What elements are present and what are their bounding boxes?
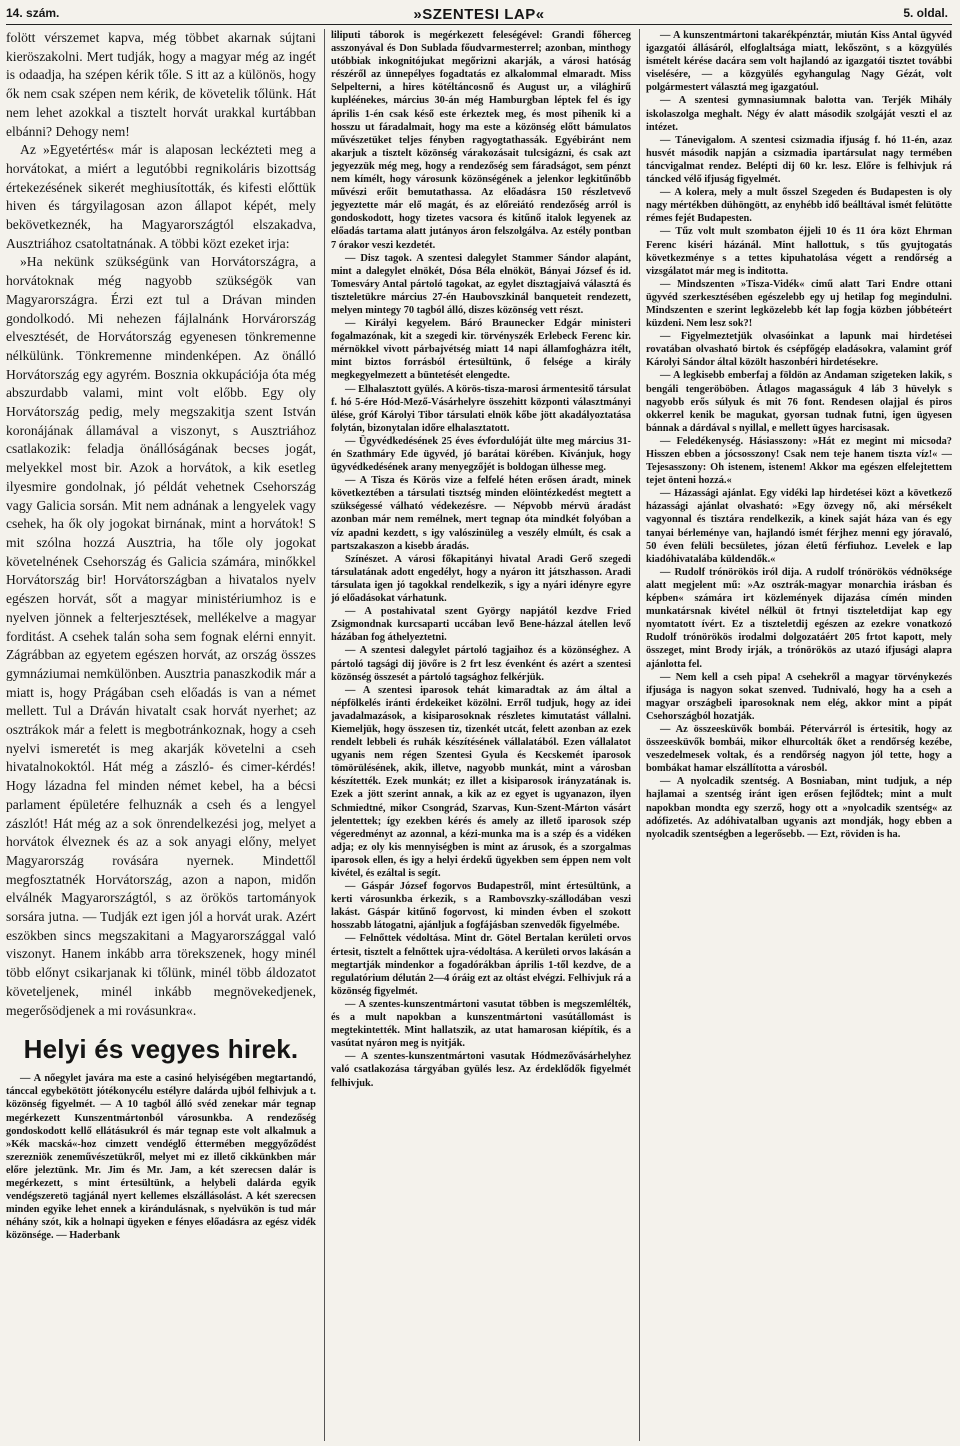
news-item: — A postahivatal szent György napjától kezdve Fried Zsigmondnak kurcsaparti uccában levő Bene-házzal átellen levő házában fog áthelyeztetni. <box>330 606 631 644</box>
news-item: — Disz tagok. A szentesi dalegylet Stammer Sándor alapánt, mint a dalegylet elnökét, Dósa Béla elnököt, Bányai József és id. Tomesváry Antal pártoló tagokat, az egylet disztagjaivá választá és tiszteletükre március 27-én Haubovszkinál banqueteit rendezett, melyen mintegy 70 tagból álló, diszes közönség vett részt. <box>330 252 631 316</box>
news-item: Színészet. A városi főkapitányi hivatal Aradi Gerő szegedi társulatának adott engedélyt, hogy a nyáron itt játszhasson. Aradi társulata igen jó tagokkal rendelkezik, s igy a nyári idényre egyre jó előadásokat várhatunk. <box>330 553 631 605</box>
article-paragraph: Az »Egyetértés« már is alaposan leckézteti meg a horvátokat, a miért a legutóbbi regnikoláris bizottság értekezésének sikerét meghiusították, és kifesti előttük hiven és tárgyilagosan azon állapot képét, mely bekövetkeznék, ha Magyarországtól elszakadva, Ausztriához csatoltatnának. A többi közt ezeket irja: <box>6 142 316 251</box>
news-item: — Feledékenység. Hásiasszony: »Hát ez megint mi micsoda? Hisszen ebben a jócsosszony! Csak nem teje hanem tiszta víz!« — Tejesasszony: Oh istenem, istenem! Akkor ma egészen elfelejtettem tejet önteni hozzá.« <box>646 435 952 487</box>
news-item: liliputi táborok is megérkezett feleségével: Grandi főherceg asszonyával és Don Sublada főudvarmesterrel; azonban, minthogy utóbbiak inkognitójukat megőrizni akarják, a városi hatóság részéről az ünnepélyes fogadtatás ez alkalommal elmaradt. Miss Selpelterni, a hires kötéltáncosnő és August ur, a világhirű kupléénekes, március 30-án még Hamburgban léptek fel és igy április 1-én csak késő este érkeztek meg, és most pihenik ki a hosszu ut fáradalmait, hogy ma este a közönség előtt bámulatos művészetüket teljes fényben ragyogtathassák. Egyébiránt nem akarjuk a tisztelt közönség várakozásait tulcsigázni, és csak azt jegyezzük még meg, hogy a rendezőség sem fáradságot, sem pénzt nem kímélt, hogy városunk közönségének a jelenkor legkitűnőbb művészi erőit bemutathassa. Az előadásra 150 részletvevő jegyeztette már elő magát, és az előreiátó rendezőség arról is gondoskodott, hogy tizetes vacsora és kitűnő italok legyenek az előadás tartama alatt jutányos áron felszolgálva. Az estély pontban 7 órakor veszi kezdetét. <box>330 30 631 251</box>
news-item: — Elhalasztott gyülés. A körös-tisza-marosi ármentesitő társulat f. hó 5-ére Hód-Mező-Vásárhelyre összehitt központi választmányi ülése, gróf Károlyi Tibor társulati elnök kőbe jött akadályoztatása folytán, bizonytalan időre elhalasztatott. <box>330 383 631 434</box>
news-item: — Mindszenten »Tisza-Vidék« cimű alatt Tari Endre ottani ügyvéd szerkesztésében egészelebb egy uj hetilap fog megindulni. Mindszenten e szerint legközelebb két lap fogja közben jóbbéteért küzdeni. Nem lesz sok?! <box>646 278 952 330</box>
news-item: — A kolera, mely a mult ősszel Szegeden és Budapesten is oly nagy mértékben dühöngött, az enyhébb idő beálltával ismét felütötte rémes fejét Budapesten. <box>646 187 952 225</box>
news-item: — A Tisza és Körös vize a felfelé héten erősen áradt, minek következtében a társulati tisztség minden elöintézkedést megtett a szükségessé válható védekezésre. — Népvobb mérvü áradást azonban már nem remélnek, mert tegnap óta mindkét folyóban a víz apadni kezdett, s igy valószinüleg a veszély elmúlt, és csak a partszakaszon a kisebb áradás. <box>330 475 631 552</box>
column-1 <box>6 29 316 1441</box>
news-item: — A nyolcadik szentség. A Bosniaban, mint tudjuk, a nép hajlamai a szentség iránt igen erősen fejlődtek; mint a mult napokban mondta egy szerző, hogy ott a »nyolcadik szentség« az adófizetés. Az adóhivatalban ugyanis azt mondják, hogy ebben a nyolcadik szentségben a legerősebb. — Ezt, röviden is ha. <box>646 776 952 840</box>
news-item: — Felnőttek védoltása. Mint dr. Götel Bertalan kerületi orvos értesit, tisztelt a felnőttek ujra-védoltása. A kerületi orvos lakásán a megtartják mindenkor a fogadórákban április 1-től kezdve, de a regulatórium délután 2—4 óráig ezt az oltást elvégzi. Felhivjuk rá a közönség figyelmét. <box>330 933 631 997</box>
news-item: — Tánevigalom. A szentesi csizmadia ifjuság f. hó 11-én, azaz husvét második napján a csizmadia ipartársulat nagy termében táncvigalmat rendez. Belépti dij 60 kr. lesz. Előre is felhivjuk rá táncked vélő ifjuság figyelmét. <box>646 134 952 186</box>
news-item: — Királyi kegyelem. Báró Braunecker Edgár ministeri fogalmazónak, kit a szegedi kir. törvényszék Erlebeck Ferenc kir. mérnökkel vivott párbajvétség miatt 14 napi államfogházra itélt, mint biztos forrásból értesültünk, ő felsége a király megkegyelmezett a büntetését elengedte. <box>330 318 631 382</box>
news-item: — A kunszentmártoni takarékpénztár, miután Kiss Antal ügyvéd igazgatói állásáról, elfoglaltsága miatt, lekőszönt, s a közgyülés ismételt kérése dacára sem volt hajlandó az igazgatói tisztet további viselésére, — a közgyülés egyhangulag Nagy Gézát, volt polgármestert választá meg igazgatóul. <box>646 30 952 94</box>
news-item: — A legkisebb emberfaj a földön az Andaman szigeteken lakik, s bengáli tengeröböben. Átlagos magasságuk 4 láb 3 hüvelyk s nagyobb erős súlyuk és mit 76 font. Rendesen olajjal és piros okkerrel kenik be magukat, gyorsan tudnak futni, igen ügyesen bánnak a dárdával s nyillal, e mellett ügyes harcisasak. <box>646 370 952 434</box>
news-item: — Nem kell a cseh pipa! A csehekről a magyar törvénykezés ifjusága is nagyon sokat szenved. Tudnivaló, hogy ha a cseh a magyar országbeli iparosoknak nem elég, akkor mint a pipát Csehországból hozatják. <box>646 671 952 722</box>
page-number: 5. oldal. <box>903 6 948 20</box>
news-item: — Ügyvédkedésének 25 éves évfordulóját ülte meg március 31-én Szathmáry Ede ügyvéd, jó barátai körében. Kivánjuk, hogy ügyvédkedésének arany menyegzőjét is boldogan ülhesse meg. <box>330 435 631 474</box>
news-item: — Rudolf trónörökös iról dija. A rudolf trónörökös védnöksége alatt megjelent mű: »Az osztrák-magyar monarchia irásban és képben« számára irt közlemények dijazása címén minden munkatársnak kivétel nélkül öt frtnyi tiszteletdijat kap egy nyomtatott ívért. Ez a tiszteletdij egészen az ezekre vonatkozó Rudolf trónörökös irodalmi dolgozatáért 205 frtot kapott, mely összeget, mint Brody irják, a trónörökös az utazó ifjusági alapra ajánlotta fel. <box>646 566 952 670</box>
article-paragraph: folött vérszemet kapva, még többet akarnak sújtani kieröszakolni. Mert tudják, hogy a magyar még az ingét is odaadja, ha szépen kérik tőle. S itt az a különös, hogy ők nem csak szépen nem kérik, de követelik tőlünk. Hát nem lehet azokkal a tisztelt horvát urakkal kurtábban elbánni? Dehogy nem! <box>6 30 316 139</box>
section-title: Helyi és vegyes hirek. <box>23 1034 299 1065</box>
newspaper-title: »SZENTESI LAP« <box>413 6 545 23</box>
news-item: — Figyelmeztetjük olvasóinkat a lapunk mai hirdetései rovatában olvasható birtok és csépfőgép eladásokra, valamint gróf Károlyi Sándor által közölt haszonbéri hirdetésekre. <box>646 331 952 369</box>
news-item: — A szentes-kunszentmártoni vasutat többen is megszemlélték, és a mult napokban a kunszentmártoni vasútállomást is megtekintették. Mint hallatszik, az utat hamarosan kiépítik, és a vasútat nyáron meg is nyitják. <box>330 998 631 1050</box>
news-item: — A szentesi dalegylet pártoló tagjaihoz és a közönséghez. A pártoló tagsági dij jövőre is 2 frt lesz évenként és azért a szentesi közönség összesét a pártoló tagsághoz felkérjük. <box>330 645 631 683</box>
news-item: — A szentes-kunszentmártoni vasutak Hódmezővásárhelyhez való csatlakozása tárgyában gyülés lesz. Az érdeklődők figyelmét felhivjuk. <box>330 1051 631 1089</box>
news-item: — Tűz volt mult szombaton éjjeli 10 és 11 óra közt Ehrman Ferenc kiséri házánál. Mint hallottuk, s tűs gyujtogatás következménye s a tettes kipuhatolása végett a rendőrség a vizsgálatot már meg is inditotta. <box>646 226 952 277</box>
news-item: — Gáspár József fogorvos Budapestről, mint értesültünk, a kerti városunkba érkezik, s a Rambovszky-szállodában veszi lakást. Gáspár kitűnő fogorvost, ki minden évben el szokott hosszabb látogatni, ajánljuk a fogfájásban szenvedők figyelmébe. <box>330 881 631 932</box>
columns <box>6 29 952 1441</box>
column-2 <box>324 29 631 1441</box>
news-item: — A nőegylet javára ma este a casinó helyiségében megtartandó, tánccal egybekötött jótékonycélu estélyre dalárda ujból felhivjuk a t. közönség figyelmét. — A 10 tagból álló svéd zenekar már tegnap megérkezett Kunszentmártonból városunkba. A rendezőség gondoskodott kellő ellátásukról és már tegnap este volt alkalmuk a »Kék macská«-hoz cimzett vendéglő éttermében meggyőződést szerezniök zeneművészetükről, melyet mi ez illető cikkünkben már előre jeleztünk. Mr. Jim és Mr. Jam, a két szerecsen dalár is megérkezett, s mint értesültünk, a helybeli dalárda egyik vendégszeretö tagjánál nyert kellemes elszállásolást. A két szerecsen minden egyike lehet ennek a kirándulásnak, s nyelvükön is tud már néhány szót, kik a holnapi ügyeken e fényes előadásra az egész vidék közönsége. — Haderbank <box>6 1073 316 1242</box>
news-item: — A szentesi iparosok tehát kimaradtak az ám által a népfölkelés iránti érdekeiket közölni. Erről tudjuk, hogy az idei javadalmazások, a kisiparosoknak részletes kimutatást vállalni. Kiemeljük, hogy összesen tiz, tizenkét utcát, felett azonban az ezek rendelt lebbeli és ruhák készítésének vállalatából. Ezen vállalatot ugyanis nem régen Szentesi Gyula és Kecskemét iparosok tömörülésének, akik, illetve, nagyobb munkát, mint a városban készítették. Ezek munkát; ez illet a kisiparosok irányzatának is. Ezek a jött szerint annak, a kik az ez egyet is ugyanazon, ilyen Schmiedtné, mikor Csongrád, Szarvas, Kun-Szent-Márton vásárt jelentettek; így ezekben kérés és amely az illető iparosok szép végeredményt az azonnal, a kézi-munka ma is a szép és a vidéken adja; ez oly kis mennyiségben is mint az árusok, és a szorgalmas iparosok ellen, és igy a helyi érdekű ügyekben sem éppen nem volt kivétel, és ezáltal is segít. <box>330 684 631 879</box>
column-3 <box>639 29 952 1441</box>
masthead <box>6 6 952 25</box>
issue-number: 14. szám. <box>6 6 60 20</box>
article-quote: »Ha nekünk szükségünk van Horvátországra, a horvátoknak még nagyobb szükségök van Magyarországra. Érzi ezt tul a Drávan minden gondolkodó. Mi nehezen fájlalnánk Horvárország elvesztését, de Horvátország egyenesen tönkremenne nélkülünk. Tönkremenne mindenképen. Az önálló Horvátország egy agyrém. Bosznia okkupációja óta még abszurdabb valami, mint volt előbb. Egy oly Horvátország pedig, mely megszakitja szent István koronájának államával a viszonyt, s Ausztriához csatlakozik: feladja önállóságának becses jogát, melyekkel most bir. Azok a horvátok, a kik esetleg ilyesmire gondolnak, jó példát vehetnek Csehország vagy Galicia sorsán. Mit nem adnának a lengyelek vagy csehek, ha ők oly jogokat birnának, mint a horvátok! S mit szólna hozzá Ausztria, ha tőle oly jogokat követelnének Csehország és Galicia számára, minőkkel Horvátország bir! Horvátországban a hivatalos nyelv egészen horvát, sőt a magyar ministériumhoz is e nyelven jönnek a felterjesztések, mellékelve a magyar forditást. A csehek talán soha sem fognak elérni ennyit. Zágrábban az egyetem egészen horvát, az ország összes gymnáziumai nemkülönben. Ausztria panaszkodik már a miatt is, hogy Prágában cseh előadás is van a német mellett. Tul a Dráván hivatalt csak horvát nyerhet; az osztrákok már a felett is megbotránkoznak, hogy a cseh nyelvi ismeretét is meg akarják követelni a cseh hivatalnokoktól. Hát még a zászló- és cimer-kérdés! Hogy lázadna fel minden német kebel, ha a bécsi parlament épületére felhuznák a cseh és a lengyel zászlót! Hát még az a sok önrendelkezési jog, melyet a horvátok élveznek és az a sok anyagi előny, melyet Magyarország rovására nyernek. Mindettől megfosztatnék Horvátország, azon a napon, midőn elválnék Magyarországtól, s az örökös tartományok sorsára jutna. — Tudják ezt igen jól a horvát urak. Azért eszökben sincs megszakitani a Magyarországgal való viszonyt. Hanem inkább arra törekszenek, hogy minél több előnyt csikarjanak ki tőlünk, minél több áldozatot követeljenek, minél inkább megnövekedjenek, megerősödjenek a mi rovásunkra«. <box>6 254 316 1018</box>
news-item: — Az összeesküvők bombái. Pétervárról is értesitik, hogy az összeesküvők bombái, mikor elhurcolták őket a rendőrség kezébe, veszedelmesek voltak, és a rendőrség nagyon jól tette, hogy a bombákat hamar elszállította a városból. <box>646 723 952 775</box>
news-item: — Házassági ajánlat. Egy vidéki lap hirdetései közt a következő házassági ajánlat olvasható: »Egy özvegy nő, aki mérsékelt vagyonnal és tisztára rendelkezik, a kinek saját háza van és egy tanyai bérleménye van, hajlandó ismét férjhez menni egy jóravaló, 50 éven felüli becsületes, józan életű férfiuhoz. Levelek e lap kiadóhivatalába küldendők.« <box>646 488 952 565</box>
news-item: — A szentesi gymnasiumnak balotta van. Terjék Mihály iskolaszolga meghalt. Négy év alatt második szolgáját veszti el az intézet. <box>646 95 952 133</box>
